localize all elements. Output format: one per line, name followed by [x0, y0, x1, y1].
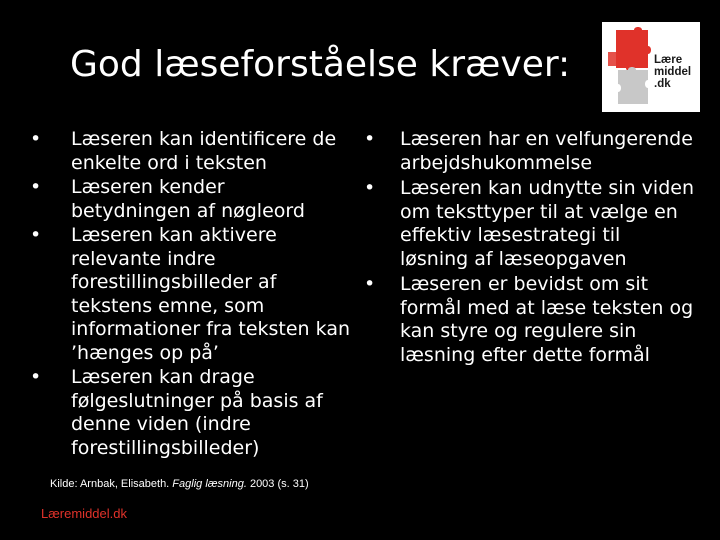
bullet-text: Læseren kan drage følgeslutninger på basis af denne viden (indre forestillingsbilleder)	[71, 366, 323, 459]
bullet-text: Læseren kender betydningen af nøgleord	[71, 176, 305, 222]
bullet-dot: •	[30, 366, 42, 388]
bullet-dot: •	[364, 273, 376, 295]
bullet-item	[30, 224, 350, 365]
bullet-item	[364, 273, 694, 367]
logo-wordmark: Lære middel .dk	[654, 54, 692, 90]
bullet-item	[30, 366, 350, 460]
right-bullet-column	[364, 128, 694, 369]
laeremiddel-logo	[602, 22, 700, 112]
source-suffix: 2003 (s. 31)	[246, 478, 309, 490]
bullet-text: Læseren er bevidst om sit formål med at læse teksten og kan styre og regulere sin læsning efter dette formål	[400, 273, 694, 366]
bullet-item	[364, 128, 694, 175]
bullet-text: Læseren kan aktivere relevante indre forestillingsbilleder af tekstens emne, som informationer fra teksten kan ’hænges op på’	[71, 224, 350, 364]
bullet-dot: •	[364, 177, 376, 199]
bullet-item	[30, 176, 350, 223]
slide-title: God læseforståelse kræver:	[70, 44, 571, 85]
bullet-dot: •	[30, 128, 42, 150]
bullet-item	[30, 128, 350, 175]
bullet-dot: •	[30, 224, 42, 246]
footer-brand: Læremiddel.dk	[41, 506, 127, 521]
bullet-dot: •	[364, 128, 376, 150]
bullet-text: Læseren kan udnytte sin viden om teksttyper til at vælge en effektiv læsestrategi til løsning af læseopgaven	[400, 177, 694, 270]
source-book-title: Faglig læsning.	[172, 478, 247, 490]
bullet-dot: •	[30, 176, 42, 198]
source-prefix: Kilde: Arnbak, Elisabeth.	[50, 478, 173, 490]
bullet-text: Læseren har en velfungerende arbejdshukommelse	[400, 128, 693, 174]
bullet-text: Læseren kan identificere de enkelte ord i teksten	[71, 128, 337, 174]
source-citation	[50, 478, 309, 490]
left-bullet-column	[30, 128, 350, 461]
left-bullet-list	[30, 128, 350, 460]
right-bullet-list	[364, 128, 694, 367]
bullet-item	[364, 177, 694, 271]
